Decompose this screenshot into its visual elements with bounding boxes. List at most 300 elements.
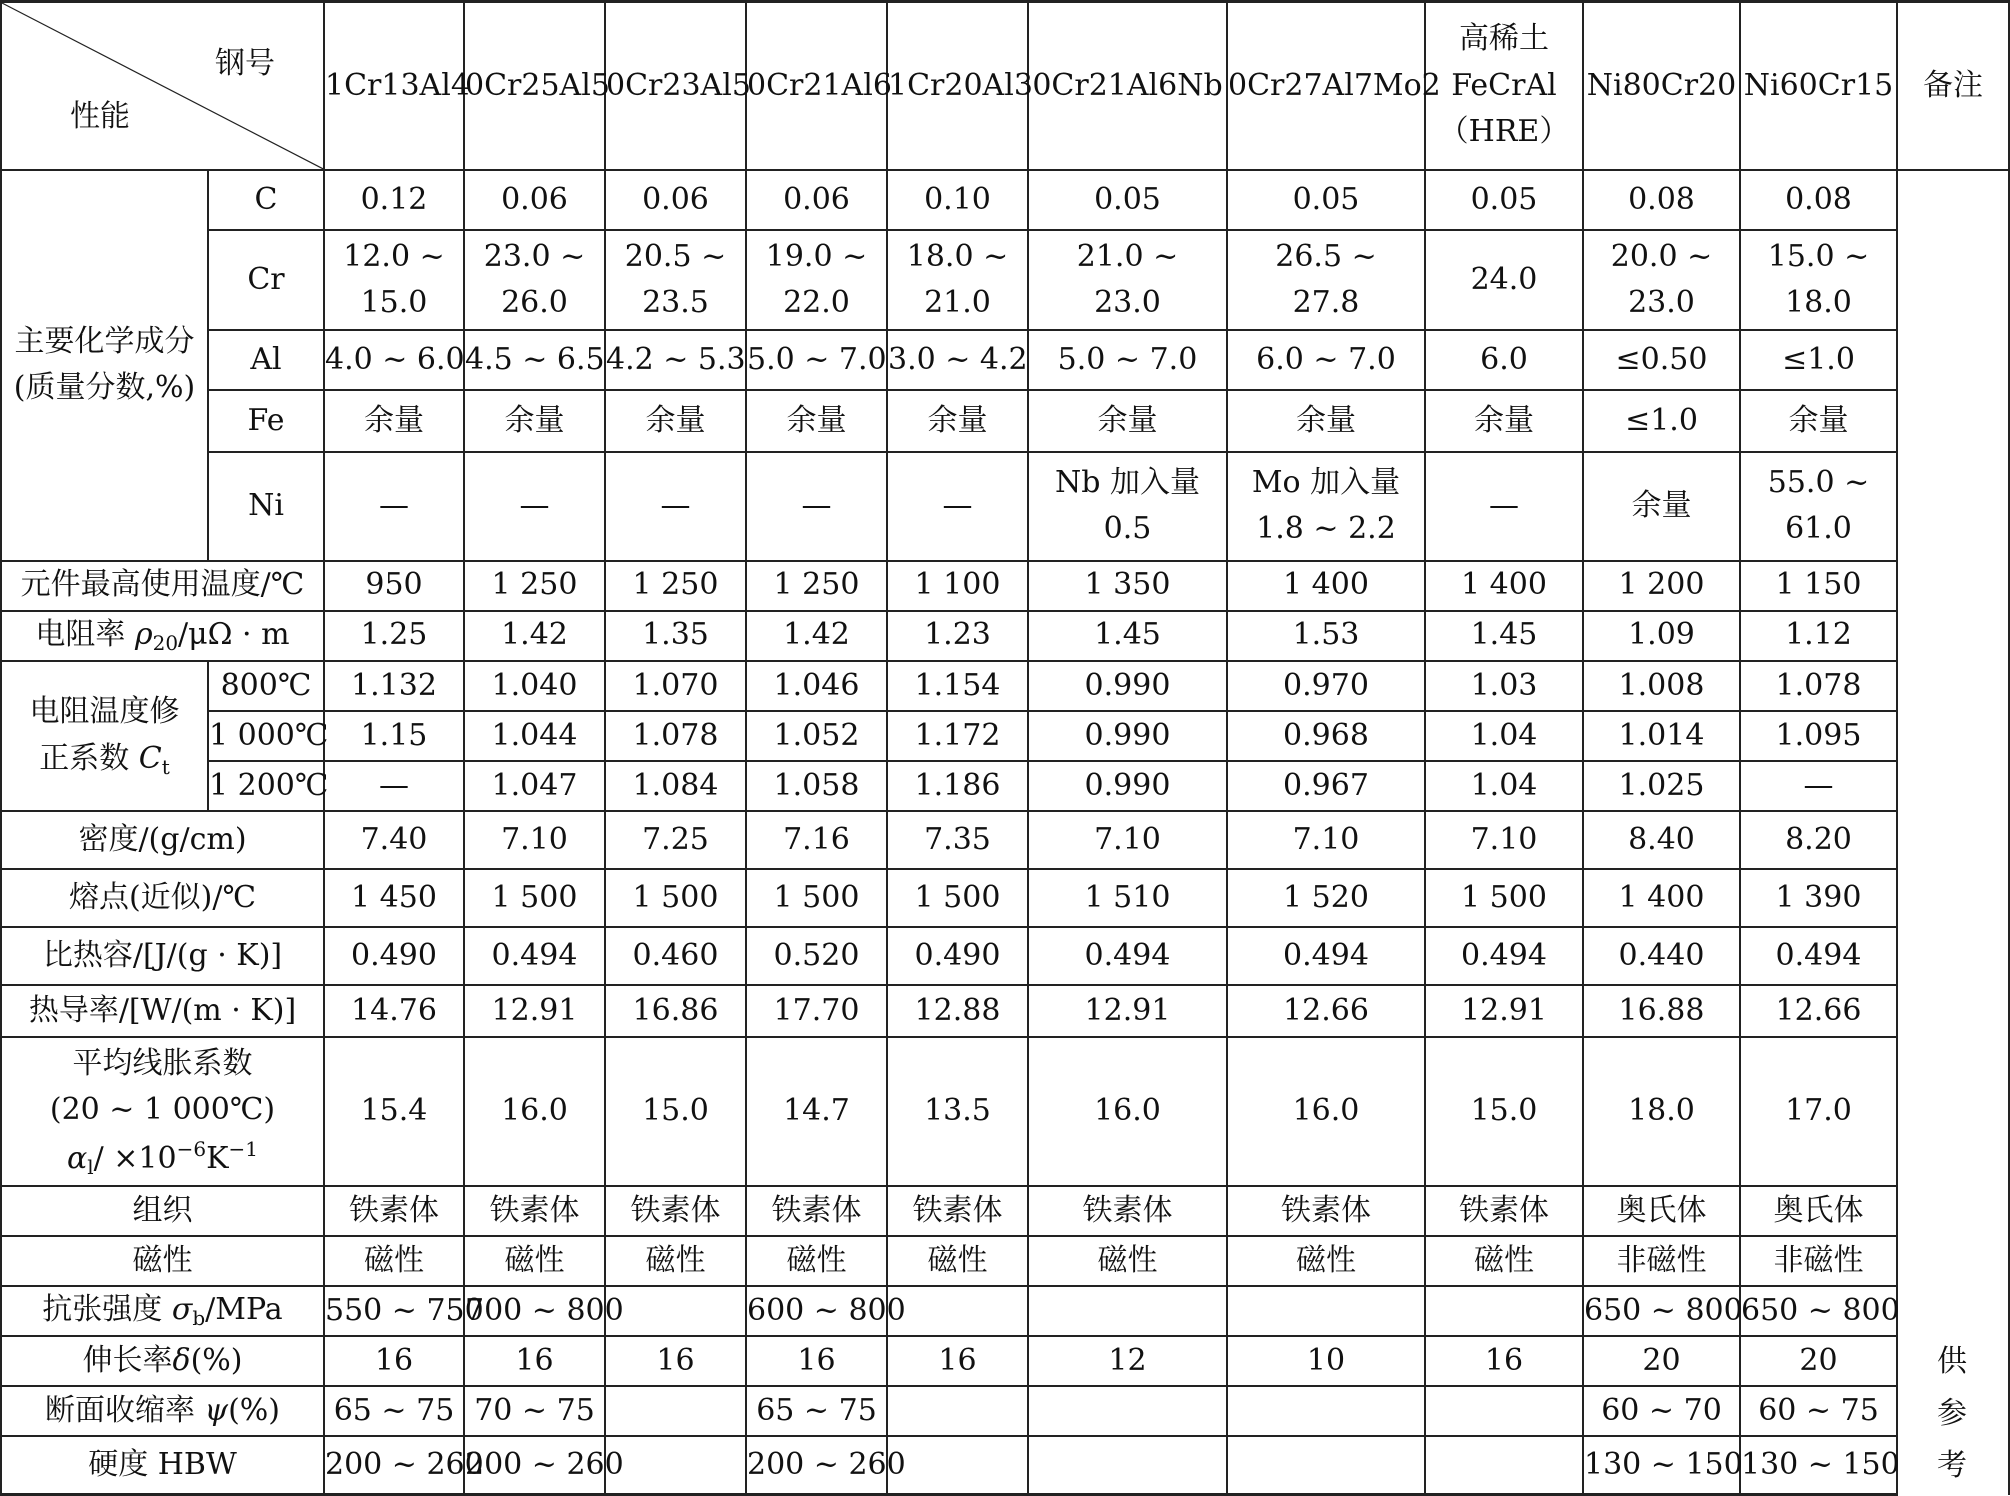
table-cell: 0.490 bbox=[887, 927, 1028, 985]
table-cell: 1.45 bbox=[1028, 611, 1227, 661]
table-cell: 16.88 bbox=[1583, 985, 1740, 1037]
table-cell: 1.23 bbox=[887, 611, 1028, 661]
table-cell: 7.25 bbox=[605, 811, 746, 869]
table-cell: 0.06 bbox=[605, 170, 746, 230]
table-cell: 0.494 bbox=[1028, 927, 1227, 985]
row-label bbox=[1, 1037, 324, 1185]
table-cell: — bbox=[1740, 761, 1897, 811]
table-cell: 1 250 bbox=[746, 561, 887, 611]
table-cell: 4.5 ~ 6.5 bbox=[464, 330, 605, 390]
table-cell: 0.990 bbox=[1028, 661, 1227, 711]
cell-line: 55.0 ~ bbox=[1767, 464, 1870, 500]
chem-row-ni bbox=[1, 452, 2009, 560]
table-cell: 15.4 bbox=[324, 1037, 464, 1185]
table-cell: 1.052 bbox=[746, 711, 887, 761]
table-cell: 铁素体 bbox=[1227, 1186, 1425, 1236]
table-cell: 1.132 bbox=[324, 661, 464, 711]
temp-coef-label bbox=[1, 661, 208, 811]
table-cell: 1 500 bbox=[1425, 869, 1583, 927]
table-cell: 24.0 bbox=[1425, 230, 1583, 330]
table-cell: — bbox=[746, 452, 887, 560]
conductivity-row bbox=[1, 985, 2009, 1037]
table-cell: 1 250 bbox=[605, 561, 746, 611]
table-cell: 磁性 bbox=[605, 1236, 746, 1286]
chem-row-cr bbox=[1, 230, 2009, 330]
table-cell bbox=[1028, 1286, 1227, 1336]
table-cell bbox=[605, 1286, 746, 1336]
table-cell: 200 ~ 260 bbox=[746, 1436, 887, 1494]
table-cell: 4.0 ~ 6.0 bbox=[324, 330, 464, 390]
table-cell: 1 250 bbox=[464, 561, 605, 611]
row-label: 热导率/[W/(m · K)] bbox=[1, 985, 324, 1037]
chem-row-fe bbox=[1, 390, 2009, 452]
resistivity-subscript: 20 bbox=[152, 631, 179, 656]
table-cell: 余量 bbox=[1028, 390, 1227, 452]
table-cell: 1 100 bbox=[887, 561, 1028, 611]
table-cell bbox=[1740, 452, 1897, 560]
table-cell: 1.014 bbox=[1583, 711, 1740, 761]
cell-line: 23.0 bbox=[1094, 285, 1161, 321]
cell-line: 18.0 bbox=[1785, 285, 1852, 321]
table-cell bbox=[1227, 230, 1425, 330]
table-cell bbox=[1028, 1386, 1227, 1436]
table-cell bbox=[1227, 1386, 1425, 1436]
cell-line: 26.5 ~ bbox=[1275, 238, 1377, 274]
table-cell: 16 bbox=[605, 1336, 746, 1386]
cell-line: 18.0 ~ bbox=[906, 238, 1009, 274]
table-cell: — bbox=[324, 761, 464, 811]
table-cell: 余量 bbox=[605, 390, 746, 452]
hre-line-3: （HRE） bbox=[1438, 114, 1570, 150]
expansion-exponent: −6 bbox=[176, 1136, 207, 1161]
corner-grade-label: 钢号 bbox=[215, 46, 275, 81]
row-label bbox=[1, 1336, 324, 1386]
table-cell: 0.494 bbox=[464, 927, 605, 985]
table-cell: 磁性 bbox=[324, 1236, 464, 1286]
table-cell bbox=[887, 1436, 1028, 1494]
expansion-line-2: (20 ~ 1 000℃) bbox=[49, 1092, 276, 1128]
table-cell: 1.154 bbox=[887, 661, 1028, 711]
table-cell: 16.0 bbox=[1227, 1037, 1425, 1185]
table-cell: 1.058 bbox=[746, 761, 887, 811]
table-cell: 0.990 bbox=[1028, 761, 1227, 811]
chem-row-c bbox=[1, 170, 2009, 230]
table-cell: 铁素体 bbox=[887, 1186, 1028, 1236]
expansion-unit-exponent: −1 bbox=[228, 1136, 259, 1161]
table-cell: 铁素体 bbox=[464, 1186, 605, 1236]
table-cell: 1 150 bbox=[1740, 561, 1897, 611]
table-cell: 余量 bbox=[1740, 390, 1897, 452]
row-label: 硬度 HBW bbox=[1, 1436, 324, 1494]
cell-line: 22.0 bbox=[783, 285, 850, 321]
table-cell: — bbox=[1425, 452, 1583, 560]
table-cell: 8.40 bbox=[1583, 811, 1740, 869]
table-cell: 1.095 bbox=[1740, 711, 1897, 761]
table-cell: 7.35 bbox=[887, 811, 1028, 869]
table-cell: 7.10 bbox=[464, 811, 605, 869]
table-cell: 0.10 bbox=[887, 170, 1028, 230]
table-cell bbox=[746, 230, 887, 330]
max-temp-row bbox=[1, 561, 2009, 611]
table-cell: 15.0 bbox=[1425, 1037, 1583, 1185]
table-cell: 12.66 bbox=[1227, 985, 1425, 1037]
cell-line: 23.5 bbox=[642, 285, 709, 321]
table-cell: 17.70 bbox=[746, 985, 887, 1037]
table-cell: 1.044 bbox=[464, 711, 605, 761]
elongation-label: 伸长率 bbox=[82, 1342, 173, 1378]
resistivity-unit: /μΩ · m bbox=[178, 617, 290, 653]
temp-coef-subscript: t bbox=[161, 754, 170, 779]
grade-header: 0Cr21Al6Nb bbox=[1028, 2, 1227, 170]
remark-note bbox=[1896, 1336, 2008, 1496]
cell-line: 1.8 ~ 2.2 bbox=[1256, 511, 1396, 547]
remark-column bbox=[1897, 170, 2009, 1495]
row-label: 熔点(近似)/℃ bbox=[1, 869, 324, 927]
table-cell: 磁性 bbox=[887, 1236, 1028, 1286]
cell-line: 15.0 ~ bbox=[1767, 238, 1870, 274]
expansion-line-1: 平均线胀系数 bbox=[72, 1045, 253, 1081]
cell-line: 26.0 bbox=[501, 285, 568, 321]
table-cell: 12 bbox=[1028, 1336, 1227, 1386]
table-cell: 1.42 bbox=[746, 611, 887, 661]
table-cell: 16.0 bbox=[464, 1037, 605, 1185]
cell-line: Nb 加入量 bbox=[1055, 464, 1200, 500]
table-cell: 12.91 bbox=[1425, 985, 1583, 1037]
table-cell: 磁性 bbox=[746, 1236, 887, 1286]
table-cell: 16 bbox=[887, 1336, 1028, 1386]
table-cell: 0.490 bbox=[324, 927, 464, 985]
expansion-unit-k: K bbox=[206, 1140, 229, 1176]
temp-label: 1 200℃ bbox=[208, 761, 324, 811]
melting-row bbox=[1, 869, 2009, 927]
table-cell: 磁性 bbox=[1425, 1236, 1583, 1286]
grade-header: 1Cr13Al4 bbox=[324, 2, 464, 170]
table-cell bbox=[1227, 452, 1425, 560]
chem-group-line-2: (质量分数,%) bbox=[13, 370, 196, 406]
grade-header: Ni80Cr20 bbox=[1583, 2, 1740, 170]
remark-note-char: 考 bbox=[1937, 1448, 1967, 1483]
temp-coef-line-1: 电阻温度修 bbox=[29, 694, 180, 730]
table-cell bbox=[1425, 1286, 1583, 1336]
table-cell: 650 ~ 800 bbox=[1583, 1286, 1740, 1336]
table-cell: 17.0 bbox=[1740, 1037, 1897, 1185]
table-cell: 1.12 bbox=[1740, 611, 1897, 661]
table-cell: 0.440 bbox=[1583, 927, 1740, 985]
table-cell: 1 400 bbox=[1227, 561, 1425, 611]
element-label: Fe bbox=[208, 390, 324, 452]
corner-property-label: 性能 bbox=[70, 99, 130, 135]
reduction-row bbox=[1, 1386, 2009, 1436]
structure-row bbox=[1, 1186, 2009, 1236]
expansion-row bbox=[1, 1037, 2009, 1185]
table-cell: 0.967 bbox=[1227, 761, 1425, 811]
table-cell: 1.040 bbox=[464, 661, 605, 711]
table-cell: 0.06 bbox=[746, 170, 887, 230]
temp-coef-row bbox=[1, 661, 2009, 711]
table-cell: 650 ~ 800 bbox=[1740, 1286, 1897, 1336]
table-cell: 12.66 bbox=[1740, 985, 1897, 1037]
table-cell: 0.05 bbox=[1028, 170, 1227, 230]
table-cell bbox=[887, 1286, 1028, 1336]
table-cell: 700 ~ 800 bbox=[464, 1286, 605, 1336]
cell-line: 21.0 ~ bbox=[1076, 238, 1179, 274]
cell-line: 19.0 ~ bbox=[765, 238, 868, 274]
table-cell: 7.10 bbox=[1028, 811, 1227, 869]
temp-coef-line-2: 正系数 bbox=[39, 740, 130, 776]
cell-line: Mo 加入量 bbox=[1251, 464, 1401, 500]
row-label: 磁性 bbox=[1, 1236, 324, 1286]
table-cell: 非磁性 bbox=[1583, 1236, 1740, 1286]
table-cell bbox=[605, 1436, 746, 1494]
grade-header: 0Cr21Al6 bbox=[746, 2, 887, 170]
table-cell: 铁素体 bbox=[1425, 1186, 1583, 1236]
table-cell bbox=[887, 1386, 1028, 1436]
elongation-symbol: δ bbox=[172, 1342, 191, 1378]
table-cell: 1.047 bbox=[464, 761, 605, 811]
table-cell: 200 ~ 260 bbox=[324, 1436, 464, 1494]
resistivity-row bbox=[1, 611, 2009, 661]
tensile-label: 抗张强度 bbox=[42, 1292, 163, 1328]
temp-coef-symbol: C bbox=[138, 740, 162, 776]
table-cell: 65 ~ 75 bbox=[324, 1386, 464, 1436]
table-cell: 0.968 bbox=[1227, 711, 1425, 761]
table-cell: 1.046 bbox=[746, 661, 887, 711]
table-cell: 0.970 bbox=[1227, 661, 1425, 711]
corner-header-cell bbox=[1, 2, 324, 170]
table-cell: 1 520 bbox=[1227, 869, 1425, 927]
table-cell: 5.0 ~ 7.0 bbox=[746, 330, 887, 390]
table-cell: 3.0 ~ 4.2 bbox=[887, 330, 1028, 390]
specific-heat-row bbox=[1, 927, 2009, 985]
grade-header: 0Cr25Al5 bbox=[464, 2, 605, 170]
table-cell: ≤0.50 bbox=[1583, 330, 1740, 390]
table-cell: 1 390 bbox=[1740, 869, 1897, 927]
table-cell: 7.10 bbox=[1227, 811, 1425, 869]
magnetism-row bbox=[1, 1236, 2009, 1286]
table-cell: 余量 bbox=[324, 390, 464, 452]
cell-line: 20.0 ~ bbox=[1610, 238, 1713, 274]
cell-line: 15.0 bbox=[360, 285, 428, 321]
table-cell: 600 ~ 800 bbox=[746, 1286, 887, 1336]
table-cell: 0.05 bbox=[1227, 170, 1425, 230]
table-cell bbox=[1028, 1436, 1227, 1494]
table-cell: 16 bbox=[746, 1336, 887, 1386]
table-cell: 0.460 bbox=[605, 927, 746, 985]
element-label: Al bbox=[208, 330, 324, 390]
table-cell: 20 bbox=[1583, 1336, 1740, 1386]
table-cell: 1.53 bbox=[1227, 611, 1425, 661]
reduction-unit: (%) bbox=[228, 1392, 280, 1428]
table-cell: 1 500 bbox=[746, 869, 887, 927]
table-cell: 200 ~ 260 bbox=[464, 1436, 605, 1494]
table-cell: ≤1.0 bbox=[1583, 390, 1740, 452]
table-cell: 余量 bbox=[1583, 452, 1740, 560]
table-cell: 1 200 bbox=[1583, 561, 1740, 611]
row-label: 元件最高使用温度/℃ bbox=[1, 561, 324, 611]
reduction-symbol: ψ bbox=[204, 1392, 229, 1428]
grade-header: 0Cr23Al5 bbox=[605, 2, 746, 170]
table-cell: 0.520 bbox=[746, 927, 887, 985]
temp-label: 800℃ bbox=[208, 661, 324, 711]
table-cell: — bbox=[464, 452, 605, 560]
table-cell: 60 ~ 75 bbox=[1740, 1386, 1897, 1436]
reduction-label: 断面收缩率 bbox=[45, 1392, 195, 1428]
table-cell: 1 350 bbox=[1028, 561, 1227, 611]
table-cell bbox=[605, 230, 746, 330]
resistivity-symbol: ρ bbox=[134, 617, 153, 653]
cell-line: 27.8 bbox=[1292, 285, 1360, 321]
table-cell: 0.08 bbox=[1740, 170, 1897, 230]
cell-line: 0.5 bbox=[1103, 511, 1152, 547]
table-cell: 65 ~ 75 bbox=[746, 1386, 887, 1436]
table-cell: 6.0 bbox=[1425, 330, 1583, 390]
hre-line-1: 高稀土 bbox=[1459, 21, 1549, 57]
table-cell: 1.25 bbox=[324, 611, 464, 661]
hardness-row bbox=[1, 1436, 2009, 1494]
element-label: C bbox=[208, 170, 324, 230]
table-cell: 1.45 bbox=[1425, 611, 1583, 661]
table-cell: 1.42 bbox=[464, 611, 605, 661]
table-cell bbox=[1425, 1436, 1583, 1494]
table-cell bbox=[1740, 230, 1897, 330]
tensile-symbol: σ bbox=[171, 1292, 193, 1328]
table-cell: 铁素体 bbox=[746, 1186, 887, 1236]
table-cell: 130 ~ 150 bbox=[1740, 1436, 1897, 1494]
table-cell: 16 bbox=[324, 1336, 464, 1386]
tensile-unit: /MPa bbox=[205, 1292, 283, 1328]
row-label: 比热容/[J/(g · K)] bbox=[1, 927, 324, 985]
elongation-row bbox=[1, 1336, 2009, 1386]
row-label: 组织 bbox=[1, 1186, 324, 1236]
table-cell: 14.7 bbox=[746, 1037, 887, 1185]
row-label bbox=[1, 1386, 324, 1436]
table-cell: 1.03 bbox=[1425, 661, 1583, 711]
table-cell: 1.078 bbox=[605, 711, 746, 761]
table-cell bbox=[1028, 230, 1227, 330]
table-cell: 550 ~ 750 bbox=[324, 1286, 464, 1336]
table-cell: 1.084 bbox=[605, 761, 746, 811]
table-cell: 7.40 bbox=[324, 811, 464, 869]
header-row bbox=[1, 2, 2009, 170]
table-cell: 非磁性 bbox=[1740, 1236, 1897, 1286]
table-cell bbox=[1425, 1386, 1583, 1436]
table-cell: 12.91 bbox=[1028, 985, 1227, 1037]
cell-line: 23.0 ~ bbox=[483, 238, 586, 274]
table-cell: 0.494 bbox=[1740, 927, 1897, 985]
table-cell: 0.08 bbox=[1583, 170, 1740, 230]
table-cell: 余量 bbox=[1227, 390, 1425, 452]
table-cell: 1 500 bbox=[464, 869, 605, 927]
table-cell: 16 bbox=[1425, 1336, 1583, 1386]
table-cell: 1 400 bbox=[1425, 561, 1583, 611]
table-cell bbox=[464, 230, 605, 330]
table-cell: 0.990 bbox=[1028, 711, 1227, 761]
chem-group-label bbox=[1, 170, 208, 561]
expansion-symbol: α bbox=[66, 1140, 88, 1176]
table-cell: 1.172 bbox=[887, 711, 1028, 761]
cell-line: 20.5 ~ bbox=[624, 238, 727, 274]
table-cell: 1.04 bbox=[1425, 761, 1583, 811]
chem-group-line-1: 主要化学成分 bbox=[14, 323, 195, 359]
table-cell bbox=[324, 230, 464, 330]
remark-header: 备注 bbox=[1897, 2, 2009, 170]
table-cell: 12.91 bbox=[464, 985, 605, 1037]
table-cell: — bbox=[605, 452, 746, 560]
table-cell: 1.15 bbox=[324, 711, 464, 761]
table-cell: 13.5 bbox=[887, 1037, 1028, 1185]
remark-note-char: 参 bbox=[1937, 1396, 1967, 1431]
table-cell: 5.0 ~ 7.0 bbox=[1028, 330, 1227, 390]
table-cell: 1 500 bbox=[887, 869, 1028, 927]
table-cell: 16.86 bbox=[605, 985, 746, 1037]
grade-header: 1Cr20Al3 bbox=[887, 2, 1028, 170]
table-cell: 1.04 bbox=[1425, 711, 1583, 761]
table-cell: 奥氏体 bbox=[1583, 1186, 1740, 1236]
table-cell: 铁素体 bbox=[1028, 1186, 1227, 1236]
table-cell: 7.16 bbox=[746, 811, 887, 869]
table-cell bbox=[1583, 230, 1740, 330]
grade-header: 0Cr27Al7Mo2 bbox=[1227, 2, 1425, 170]
table-cell: 0.05 bbox=[1425, 170, 1583, 230]
table-cell: 1 450 bbox=[324, 869, 464, 927]
density-row bbox=[1, 811, 2009, 869]
table-cell: 10 bbox=[1227, 1336, 1425, 1386]
element-label: Ni bbox=[208, 452, 324, 560]
table-cell: 1.09 bbox=[1583, 611, 1740, 661]
table-cell: 余量 bbox=[464, 390, 605, 452]
table-cell: 奥氏体 bbox=[1740, 1186, 1897, 1236]
table-cell bbox=[1227, 1286, 1425, 1336]
table-cell: 0.06 bbox=[464, 170, 605, 230]
table-cell: 1.070 bbox=[605, 661, 746, 711]
table-cell: 余量 bbox=[746, 390, 887, 452]
table-cell: 1 400 bbox=[1583, 869, 1740, 927]
row-label bbox=[1, 1286, 324, 1336]
table-cell bbox=[1227, 1436, 1425, 1494]
elongation-unit: (%) bbox=[190, 1342, 243, 1378]
table-cell: 1.35 bbox=[605, 611, 746, 661]
table-cell: 60 ~ 70 bbox=[1583, 1386, 1740, 1436]
table-cell: 1 510 bbox=[1028, 869, 1227, 927]
table-cell: 16 bbox=[464, 1336, 605, 1386]
row-label bbox=[1, 611, 324, 661]
table-cell bbox=[887, 230, 1028, 330]
table-cell: 7.10 bbox=[1425, 811, 1583, 869]
table-cell: 18.0 bbox=[1583, 1037, 1740, 1185]
cell-line: 61.0 bbox=[1785, 511, 1852, 547]
table-cell: 14.76 bbox=[324, 985, 464, 1037]
table-cell bbox=[1028, 452, 1227, 560]
table-cell: 16.0 bbox=[1028, 1037, 1227, 1185]
table-cell: 磁性 bbox=[464, 1236, 605, 1286]
table-cell: 70 ~ 75 bbox=[464, 1386, 605, 1436]
element-label: Cr bbox=[208, 230, 324, 330]
expansion-unit: / ×10 bbox=[93, 1140, 177, 1176]
temp-coef-row bbox=[1, 711, 2009, 761]
table-cell: 1.186 bbox=[887, 761, 1028, 811]
table-cell: 磁性 bbox=[1227, 1236, 1425, 1286]
tensile-row bbox=[1, 1286, 2009, 1336]
chem-row-al bbox=[1, 330, 2009, 390]
table-cell: 950 bbox=[324, 561, 464, 611]
table-cell: 余量 bbox=[887, 390, 1028, 452]
table-cell: ≤1.0 bbox=[1740, 330, 1897, 390]
grade-header-hre bbox=[1425, 2, 1583, 170]
table-cell: — bbox=[887, 452, 1028, 560]
table-cell: 1.008 bbox=[1583, 661, 1740, 711]
table-cell: 0.494 bbox=[1425, 927, 1583, 985]
table-cell: 磁性 bbox=[1028, 1236, 1227, 1286]
